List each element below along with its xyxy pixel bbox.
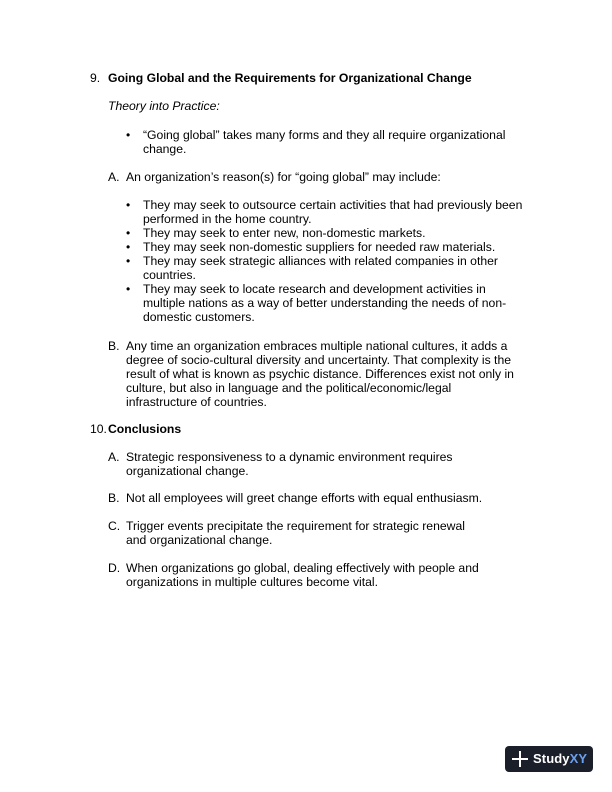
- brand-name-part2: XY: [569, 751, 588, 766]
- item-text: An organization’s reason(s) for “going global” may include:: [126, 170, 441, 184]
- bullet-icon: •: [126, 198, 131, 212]
- section-10-item-b: [108, 491, 528, 505]
- item-letter: A.: [108, 170, 120, 184]
- brand-name: [533, 752, 587, 766]
- section-9-item-b: [108, 339, 524, 409]
- item-text: Trigger events precipitate the requirement for strategic renewal and organizational change.: [126, 519, 465, 547]
- list-item-text: They may seek to enter new, non-domestic markets.: [143, 226, 426, 240]
- item-letter: B.: [108, 491, 120, 505]
- item-text: Any time an organization embraces multiple national cultures, it adds a degree of socio-cultural diversity and uncertainty. That complexity is the result of what is known as psychic distance. Differences exist not only in culture, but also in language and the political/economic/legal infrastructure of countries.: [126, 339, 514, 409]
- item-letter: D.: [108, 561, 121, 575]
- item-text: Strategic responsiveness to a dynamic environment requires organizational change.: [126, 450, 453, 478]
- item-letter: B.: [108, 339, 120, 353]
- section-10-item-d: [108, 561, 488, 589]
- section-9-title: Going Global and the Requirements for Organizational Change: [108, 71, 472, 85]
- list-item: [126, 198, 526, 226]
- list-item-text: They may seek to locate research and development activities in multiple nations as a way of better understanding the needs of non-domestic customers.: [143, 282, 507, 324]
- item-text: Not all employees will greet change efforts with equal enthusiasm.: [126, 491, 483, 505]
- list-item: [126, 254, 526, 282]
- item-letter: A.: [108, 450, 120, 464]
- section-9-item-a-list: [126, 198, 526, 324]
- studyxy-logo[interactable]: [505, 746, 593, 772]
- section-10-title: Conclusions: [108, 422, 182, 436]
- section-9-intro-list: [126, 128, 516, 156]
- section-9-number: 9.: [90, 71, 101, 85]
- list-item: [126, 128, 516, 156]
- section-10-item-a: [108, 450, 468, 478]
- list-item-text: They may seek strategic alliances with related companies in other countries.: [143, 254, 498, 282]
- bullet-icon: •: [126, 226, 131, 240]
- list-item: [126, 240, 526, 254]
- bullet-icon: •: [126, 240, 131, 254]
- list-item-text: “Going global” takes many forms and they all require organizational change.: [143, 128, 506, 156]
- bullet-icon: •: [126, 282, 131, 296]
- item-letter: C.: [108, 519, 121, 533]
- section-10-item-c: [108, 519, 488, 547]
- bullet-icon: •: [126, 128, 131, 142]
- list-item-text: They may seek non-domestic suppliers for needed raw materials.: [143, 240, 496, 254]
- brand-name-part1: Study: [533, 751, 570, 766]
- plus-icon: [512, 751, 528, 767]
- item-text: When organizations go global, dealing effectively with people and organizations in multiple cultures become vital.: [126, 561, 479, 589]
- list-item: [126, 226, 526, 240]
- section-10-number: 10.: [90, 422, 107, 436]
- bullet-icon: •: [126, 254, 131, 268]
- list-item: [126, 282, 526, 324]
- section-9-item-a: [108, 170, 520, 184]
- section-9-subtitle: Theory into Practice:: [108, 99, 220, 113]
- list-item-text: They may seek to outsource certain activities that had previously been performed in the home country.: [143, 198, 523, 226]
